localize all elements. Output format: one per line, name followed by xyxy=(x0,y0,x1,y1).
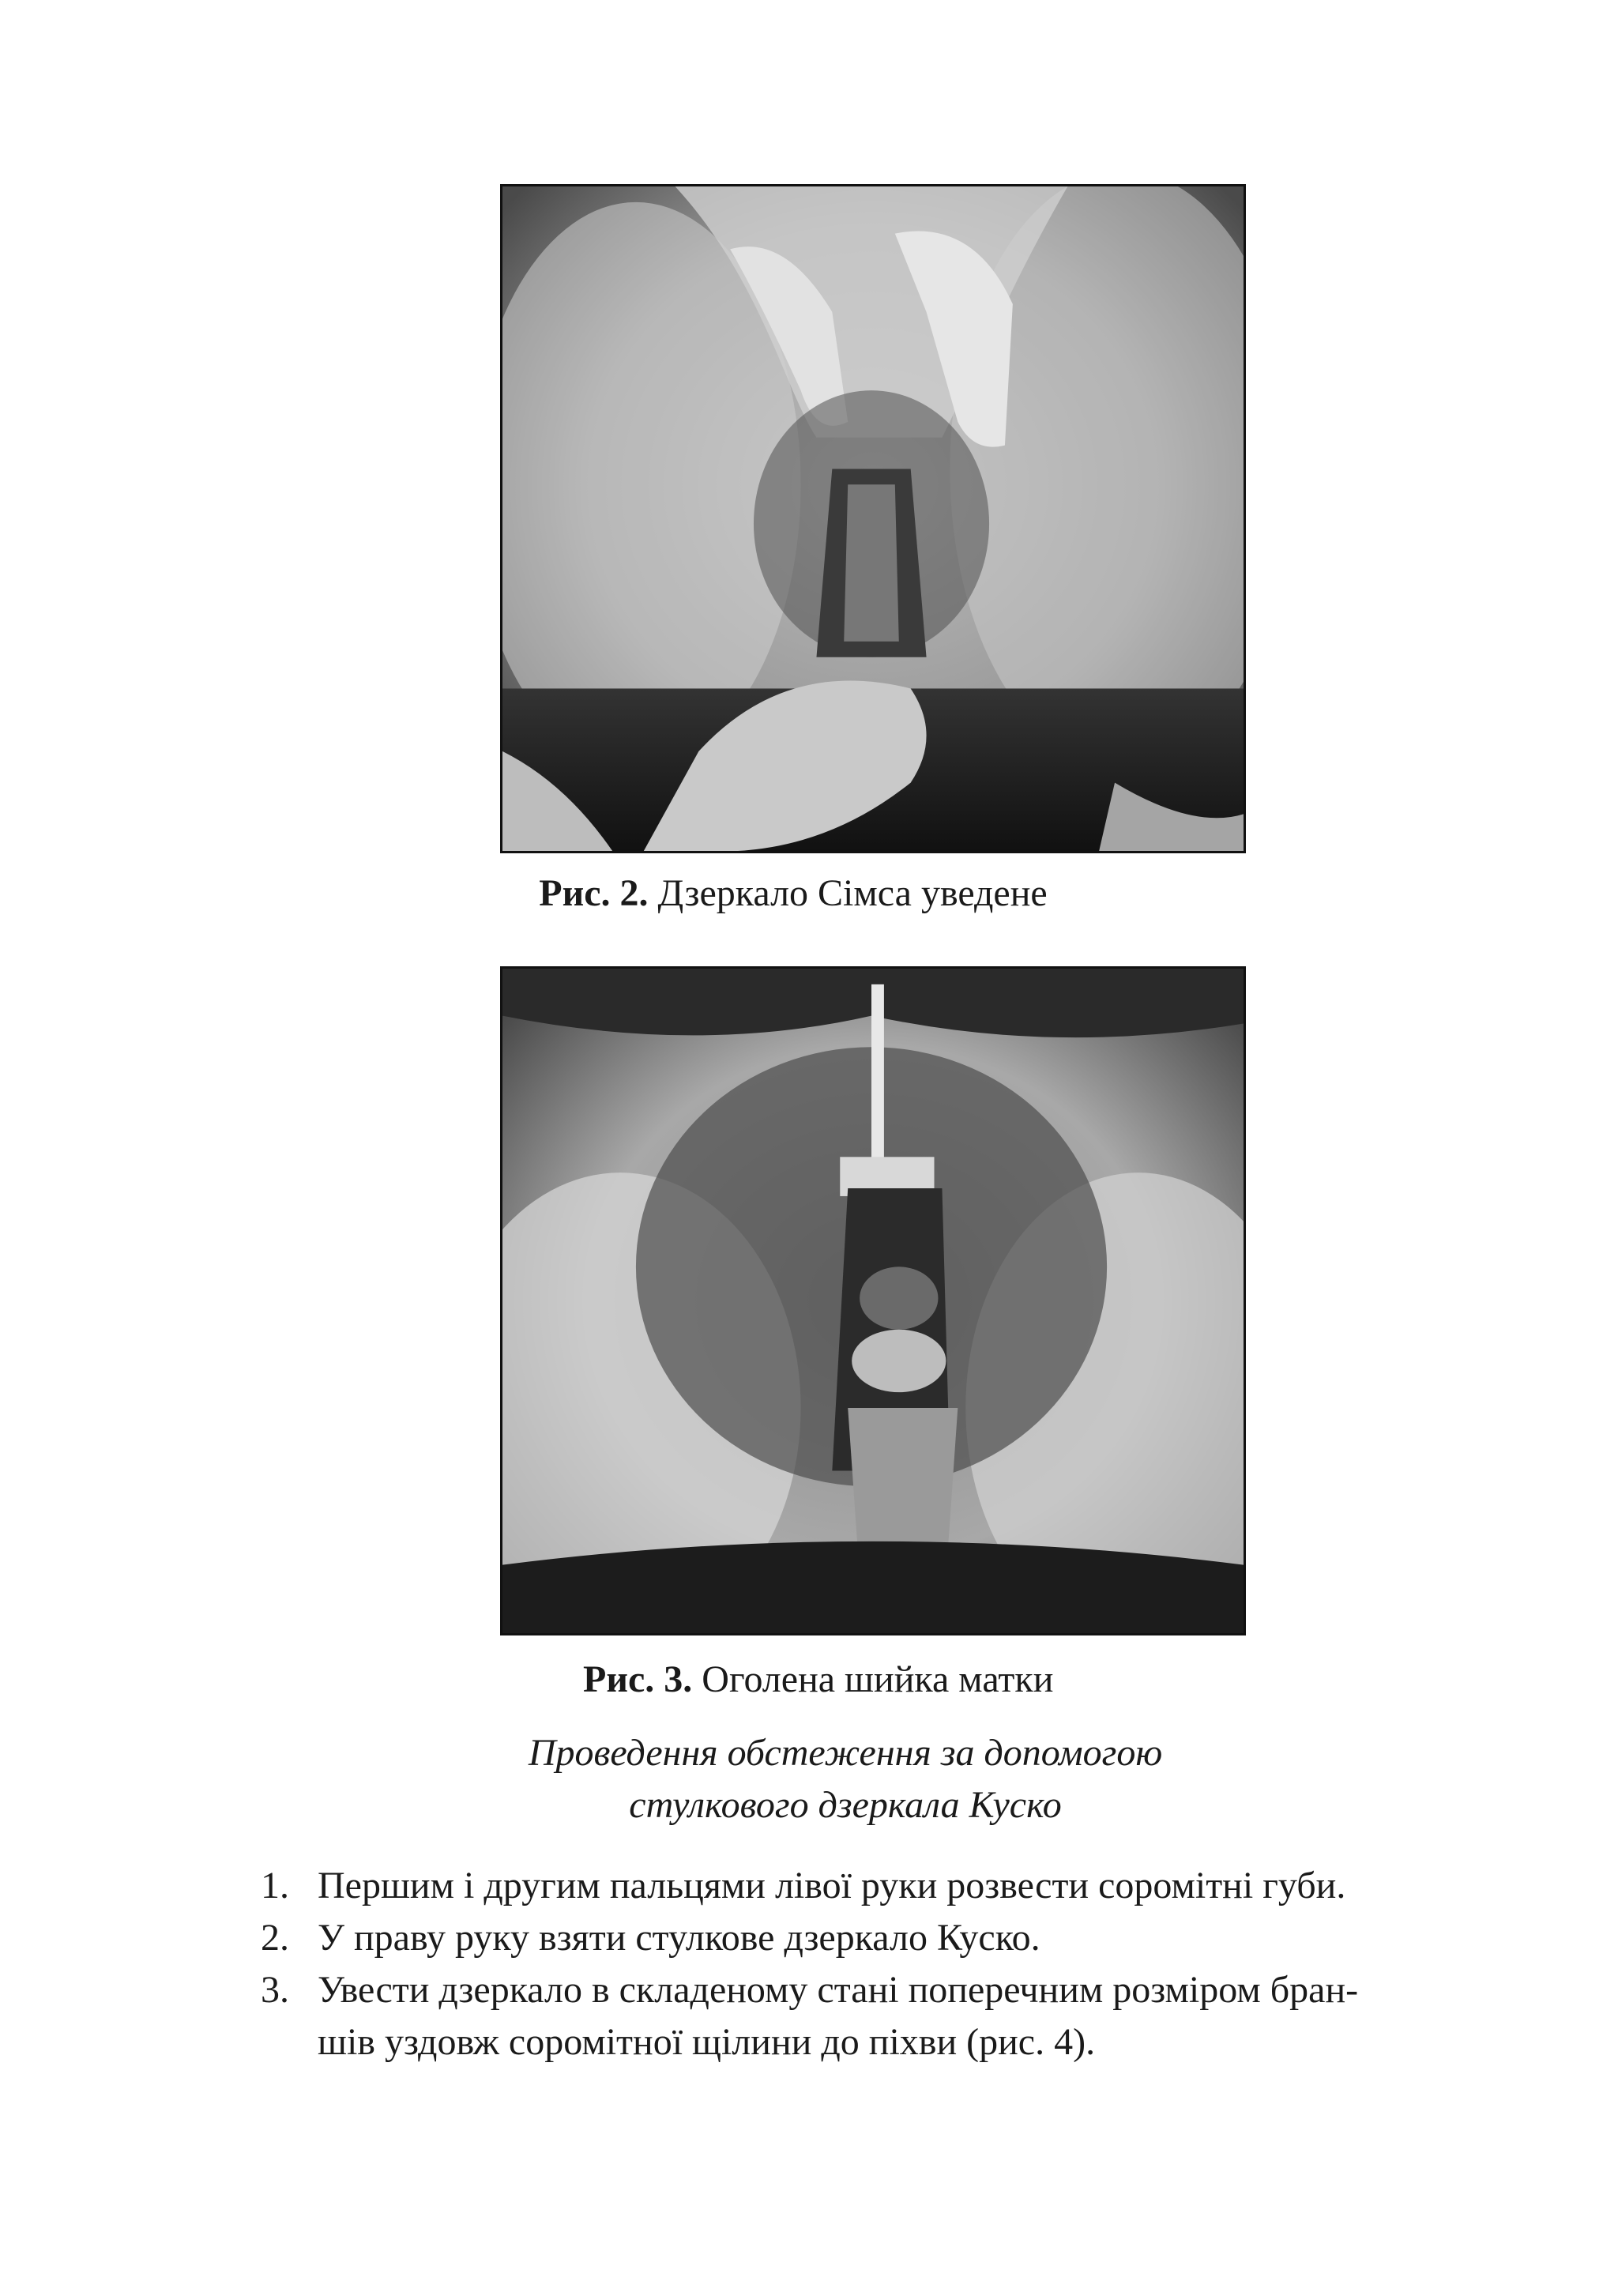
step-number: 2. xyxy=(261,1917,289,1959)
figure-2-image xyxy=(502,186,1244,851)
figure-2-caption-text: Дзеркало Сімса уведене xyxy=(657,872,1048,914)
figure-3-photo xyxy=(500,966,1246,1635)
list-item xyxy=(245,1912,1477,1964)
figure-2-photo xyxy=(500,184,1246,853)
list-item xyxy=(245,1860,1477,1912)
figure-3-caption-text: Оголена шийка матки xyxy=(702,1658,1054,1700)
step-number: 1. xyxy=(261,1865,289,1906)
step-text: Увести дзеркало в складеному стані поперечним розміром бран- xyxy=(318,1969,1359,2011)
step-text: У праву руку взяти стулкове дзеркало Куско. xyxy=(318,1917,1040,1959)
section-title-line-2: стулкового дзеркала Куско xyxy=(629,1784,1062,1826)
step-number: 3. xyxy=(261,1969,289,2011)
figure-3-caption xyxy=(0,1658,1580,1702)
figure-3-label: Рис. 3. xyxy=(583,1658,693,1700)
step-text-continuation: шів уздовж соромітної щілини до піхви (рис. 4). xyxy=(318,2021,1096,2063)
figure-3-image xyxy=(502,969,1244,1633)
figure-2-label: Рис. 2. xyxy=(539,872,649,914)
section-title-line-1: Проведення обстеження за допомогою xyxy=(528,1732,1163,1774)
step-text: Першим і другим пальцями лівої руки розвести соромітні губи. xyxy=(318,1865,1346,1906)
list-item xyxy=(245,1964,1477,2068)
figure-2-caption xyxy=(0,871,1602,916)
procedure-steps-list xyxy=(245,1860,1477,2068)
